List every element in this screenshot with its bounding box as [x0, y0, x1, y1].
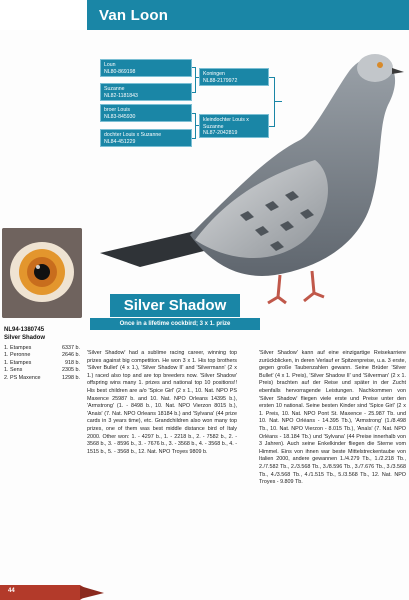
pigeon-head: [357, 54, 393, 82]
result-row: [4, 352, 80, 359]
pigeon-photo: [100, 35, 405, 320]
body-text-german: 'Silver Shadow' kann auf eine einzigartige Reisekarriere zurückblicken, in deren Verlauf er Spitzenpreise, u.a. 3 erste, gegen große Taubenzahlen gewann. Seine Brüder 'Silver Bullet' (4 x 1. Preis), 'Silver Shadow II' und 'Silverman' (2 x 1. Preis) brachten auf der Reise und später in der Zucht ebenfalls hervorragende Leistungen. Nachkommen von 'Silver Shadow' fliegen viele erste und Preise unter den ersten 10 national. Seine besten Kinder sind 'Spice Girl' (2 x 1. Preis, 10. Nat. NPO Pont St. Maxence - 25.987 Tb. und 10. Nat. NPO Orléans - 14.395 Tb.), 'Armstrong' (1./8.498 Tb., 10. Nat. NPO Vierzon - 8.015 Tb.), 'Anaïs' (7. Nat. NPO Orléans - 18.184 Tb.) und 'Sylvana' (44 Preise innerhalb von 3 Jahren). Auch seine Enkelkinder fliegen die Sterne vom Himmel. Eins von ihnen war beste Mittelstreckentaube von Italien 2000, andere gewannen 1./4.279 Tb., 1./2.218 Tb., 2./7.582 Tb., 2./3.568 Tb., 3./8.596 Tb., 3./7.676 Tb., 3./3.568 Tb., 4./3.568 Tb., 4./1.515 Tb., 5./3.568 Tb., 12. Nat. NPO Troyes - 9.809 Tb.: [259, 350, 406, 486]
pedigree-ring: NL84-451229: [104, 138, 136, 145]
result-place: 2. PS Maxence: [4, 374, 41, 381]
pedigree-name: Loun: [104, 62, 116, 68]
pedigree-name: broer Louis: [104, 107, 130, 113]
banner-title: Silver Shadow: [110, 294, 240, 317]
page-number: 44: [8, 588, 15, 594]
pedigree-ring: NL88-2179972: [203, 77, 238, 84]
banner-subtitle: Once in a lifetime cockbird; 3 x 1. prize: [90, 318, 260, 330]
pigeon-eye: [377, 62, 383, 68]
pedigree-ring: NL83-845930: [104, 113, 136, 120]
pedigree-ring: NL87-2042819: [203, 130, 238, 137]
eye-image: [2, 228, 82, 318]
footer-page-tab: [0, 585, 105, 600]
eye-photo: [2, 228, 82, 318]
header-bar: [87, 0, 409, 30]
pedigree-name: Suzanne: [104, 86, 125, 92]
pedigree-ring: NL80-869198: [104, 68, 136, 75]
result-birds: 6337 b.: [62, 345, 80, 351]
result-row: [4, 367, 80, 374]
pigeon-legs: [268, 271, 324, 303]
footer-arrow-shape: [0, 585, 105, 600]
page-title: Van Loon: [99, 7, 169, 24]
subject-ring: NL94-1380745: [4, 327, 45, 333]
result-birds: 918 b.: [65, 359, 80, 366]
pedigree-name: kleindochter Louis x Suzanne: [203, 117, 249, 130]
result-place: 1. Etampes: [4, 345, 32, 351]
results-list: [4, 345, 80, 382]
result-row: [4, 360, 80, 367]
result-birds: 1298 b.: [62, 374, 80, 381]
result-birds: 2646 b.: [62, 352, 80, 359]
result-place: 1. Sens: [4, 367, 23, 374]
subject-name: Silver Shadow: [4, 335, 46, 341]
result-birds: 2305 b.: [62, 367, 80, 374]
pigeon-beak: [392, 68, 404, 74]
pedigree-ring: NL82-1181843: [104, 92, 138, 99]
subject-ring-name: [4, 326, 45, 342]
result-row: [4, 375, 80, 382]
pedigree-name: dochter Louis x Suzanne: [104, 132, 162, 138]
result-place: 1. Peronne: [4, 352, 31, 359]
result-place: 1. Etampes: [4, 359, 32, 366]
header-left-blank: [0, 0, 87, 30]
body-text-english: 'Silver Shadow' had a sublime racing career, winning top prizes against big competition. He won 3 x 1. His top brothers 'Silver Bullet' (4 x 1.), 'Silver Shadow II' and 'Silvermann' (2 x 1.) raced also top and are top breeders now. 'Silver Shadow' offspring wins many 1. prizes and national top 10 positions!! His best children are a/o 'Spice Girl' (2 x 1., 10. Nat. NPO PS Maxence 25987 b. and 10. Nat. NPO Orleans 14395 b.), 'Armstrong' (1. - 8498 b., 10. Nat. NPO Vierzon 8015 b.), 'Anais' (7. Nat. NPO Orleans 18184 b.) and 'Sylvana' (44 prize cards in 3 years time), etc. Grandchildren also won many top prizes, one of them was best middle distance bird of Italy 2000. Other won: 1. - 4297 b., 1. - 2218 b., 2. - 7582 b., 2. - 3568 b., 3. - 8596 b., 3. - 7676 b., 3. - 3568 b., 4. - 3568 b., 4. - 1515 b., 5. - 3568 b., 12. Nat. NPO Troyes 9809 b.: [87, 350, 237, 455]
result-row: [4, 345, 80, 352]
pedigree-name: Koningen: [203, 71, 225, 77]
